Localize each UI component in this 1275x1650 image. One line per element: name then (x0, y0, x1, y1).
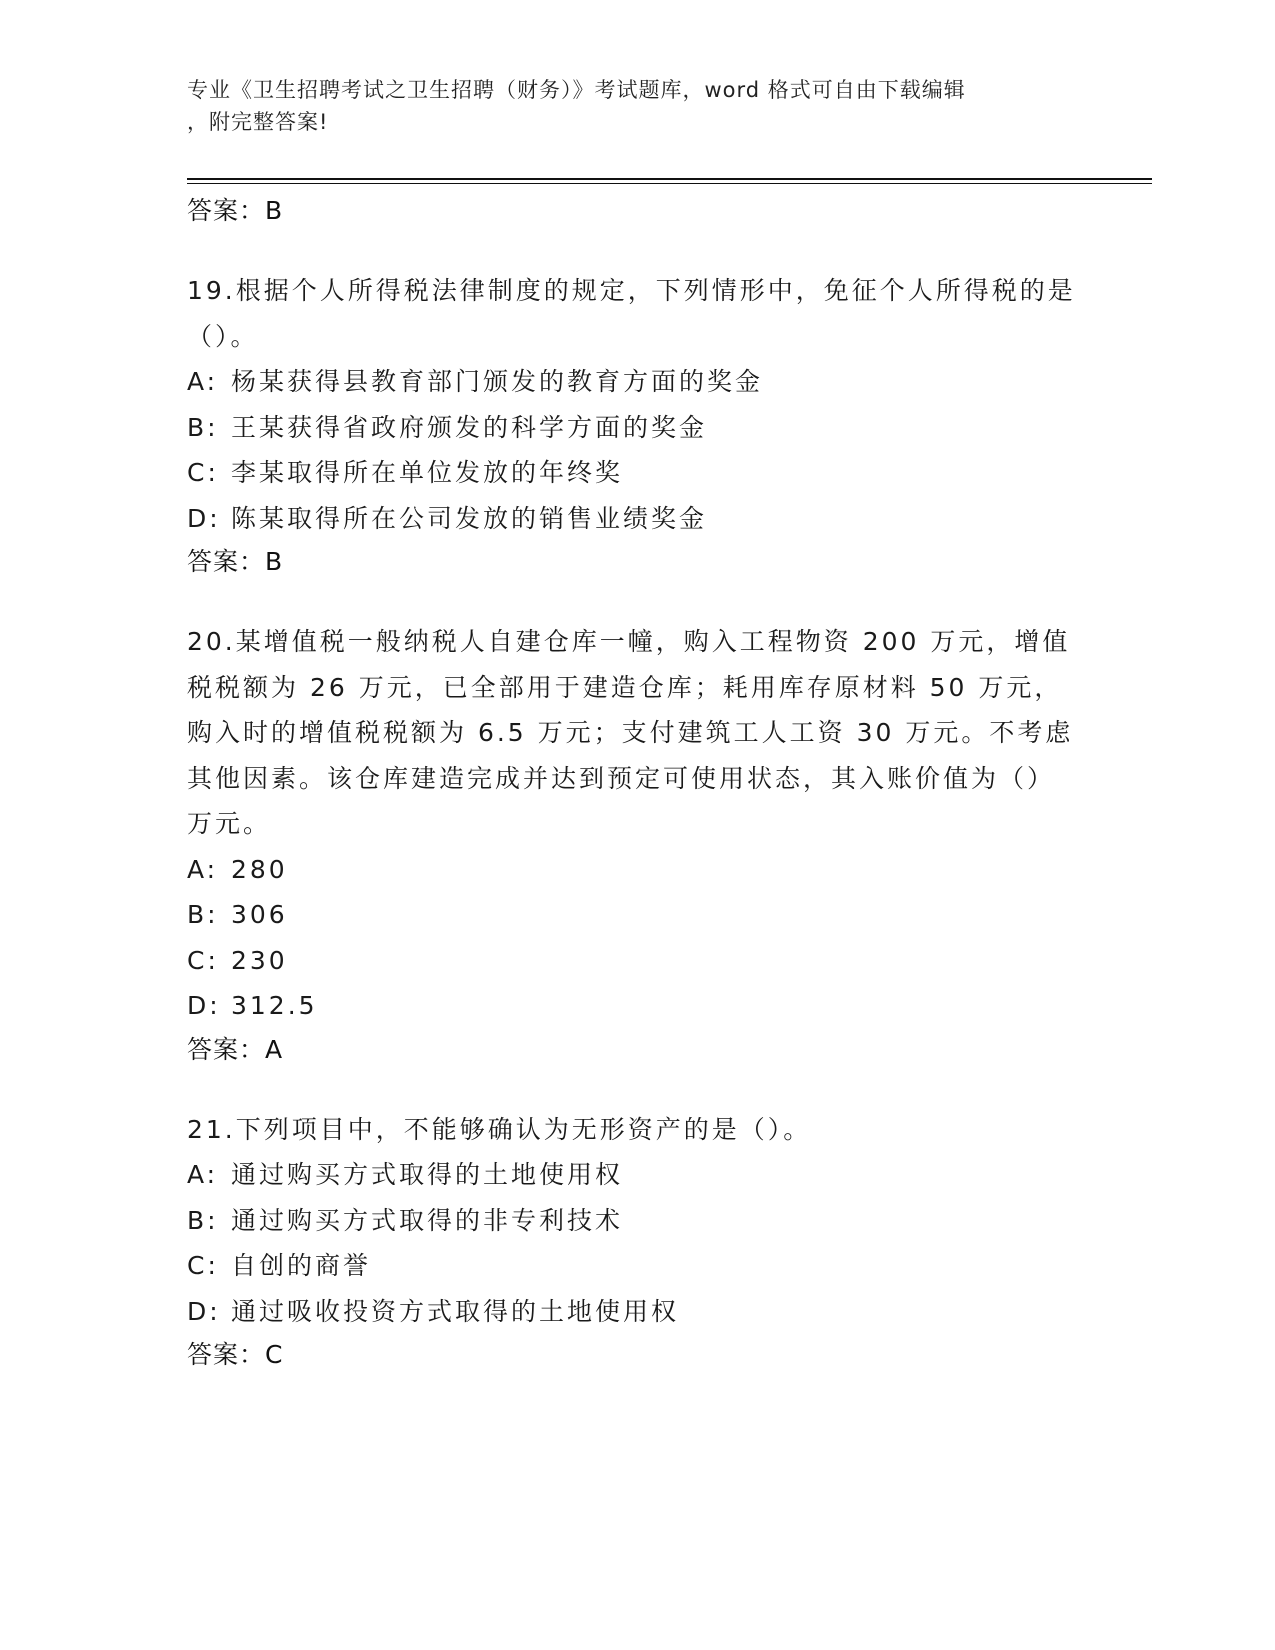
answer-label: 答案：B (187, 196, 284, 225)
option-letter: D: (187, 991, 221, 1020)
option-text: 280 (231, 854, 288, 884)
option-letter: B: (187, 1205, 219, 1235)
option-letter: A: (187, 1160, 219, 1189)
option-letter: A: (187, 367, 219, 396)
option-text: 李某取得所在单位发放的年终奖 (231, 458, 624, 487)
answer-label: 答案：C (187, 1340, 284, 1369)
option-c (187, 1243, 1087, 1289)
option-d (187, 983, 1087, 1029)
answer-label: 答案：B (187, 547, 284, 576)
option-b (187, 405, 1087, 451)
option-b (187, 1198, 1087, 1244)
option-letter: D: (187, 503, 221, 533)
question-text: 19.根据个人所得税法律制度的规定，下列情形中，免征个人所得税的是（）。 (187, 276, 1076, 351)
option-letter: B: (187, 900, 219, 929)
option-a (187, 359, 1087, 405)
question-20 (187, 619, 1087, 1067)
option-text: 杨某获得县教育部门颁发的教育方面的奖金 (231, 367, 764, 396)
option-letter: C: (187, 1251, 219, 1280)
option-c (187, 938, 1087, 984)
option-text: 通过购买方式取得的土地使用权 (231, 1160, 624, 1189)
header-divider-thin (187, 183, 1152, 184)
option-text: 通过吸收投资方式取得的土地使用权 (231, 1296, 680, 1326)
option-text: 自创的商誉 (231, 1251, 372, 1280)
option-text: 陈某取得所在公司发放的销售业绩奖金 (231, 503, 708, 533)
option-letter: D: (187, 1296, 221, 1326)
option-letter: B: (187, 412, 219, 442)
question-text: 20.某增值税一般纳税人自建仓库一幢，购入工程物资 200 万元，增值税税额为 26 万元，已全部用于建造仓库；耗用库存原材料 50 万元，购入时的增值税税额为 6.5 万元；支付建筑工人工资 30 万元。不考虑其他因素。该仓库建造完成并达到预定可使用状态，其入账价值为（）万元。 (187, 627, 1074, 838)
option-letter: C: (187, 945, 219, 975)
option-text: 230 (231, 945, 288, 975)
option-text: 306 (231, 900, 288, 929)
option-a (187, 847, 1087, 893)
question-21 (187, 1107, 1087, 1373)
option-text: 312.5 (231, 991, 318, 1020)
header-line-1: 专业《卫生招聘考试之卫生招聘（财务）》考试题库，word 格式可自由下载编辑 (187, 78, 966, 102)
document-header (187, 74, 1067, 138)
option-a (187, 1152, 1087, 1198)
document-body (187, 190, 1087, 1372)
option-letter: C: (187, 458, 219, 487)
option-letter: A: (187, 854, 219, 884)
option-text: 王某获得省政府颁发的科学方面的奖金 (231, 412, 708, 442)
option-text: 通过购买方式取得的非专利技术 (231, 1205, 624, 1235)
question-19 (187, 268, 1087, 579)
option-c (187, 450, 1087, 496)
option-d (187, 496, 1087, 542)
option-d (187, 1289, 1087, 1335)
answer-label: 答案：A (187, 1034, 284, 1064)
header-divider-thick (187, 178, 1152, 180)
option-b (187, 892, 1087, 938)
header-line-2: ，附完整答案! (187, 110, 329, 134)
question-text: 21.下列项目中，不能够确认为无形资产的是（）。 (187, 1114, 812, 1144)
